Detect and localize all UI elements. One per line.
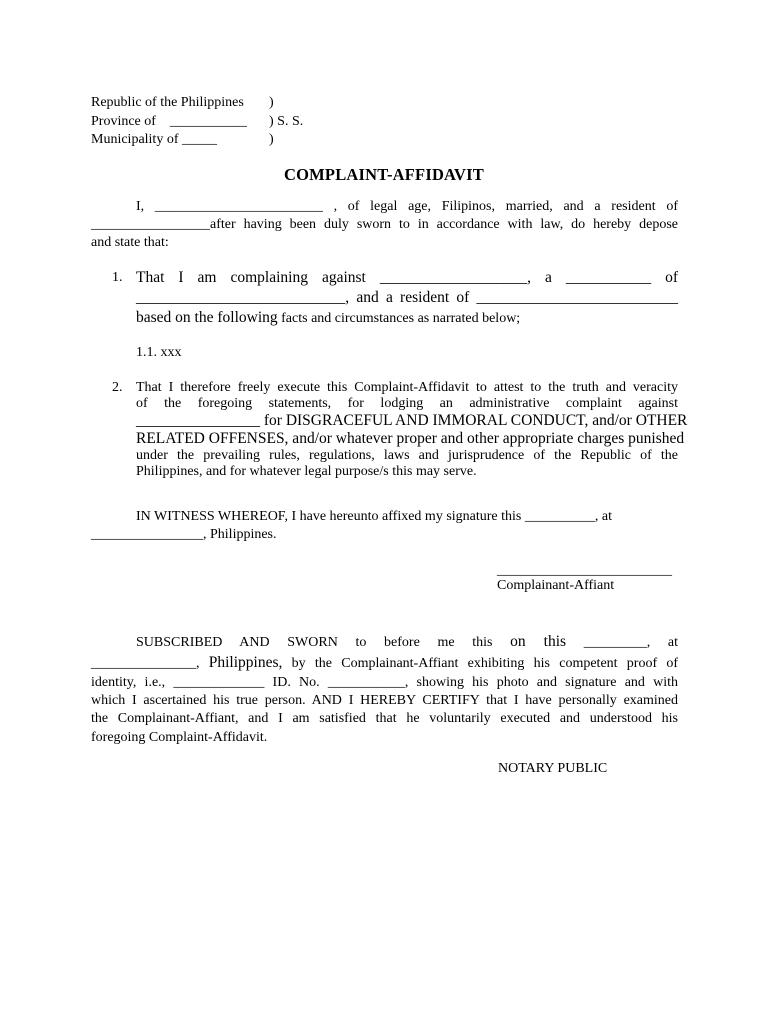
item-text: ___________________, a ___________ of <box>379 269 679 286</box>
list-item-1 <box>112 268 678 328</box>
jurat-text: Philippines, <box>208 654 283 671</box>
jurat-text: SUBSCRIBED AND SWORN to before me this <box>136 635 493 650</box>
notary-label: NOTARY PUBLIC <box>498 761 608 776</box>
venue-country: Republic of the Philippines <box>91 95 244 110</box>
jurat-line <box>91 653 678 674</box>
intro-line: _________________after having been duly sworn to in accordance with law, do hereby depose <box>91 217 678 233</box>
signature-label: Complainant-Affiant <box>497 578 615 593</box>
venue-row <box>91 94 303 113</box>
jurat-paragraph <box>91 632 678 747</box>
venue-bracket: ) <box>269 132 274 147</box>
item-line: RELATED OFFENSES, and/or whatever proper and other appropriate charges punished <box>136 430 685 447</box>
jurat-text: _______________, <box>91 656 200 671</box>
venue-row <box>91 131 303 150</box>
jurat-line: which I ascertained his true person. AND I HEREBY CERTIFY that I have personally examined <box>91 693 678 709</box>
list-item-body <box>136 268 678 329</box>
item-line: ________________ for DISGRACEFUL AND IMMORAL CONDUCT, and/or OTHER <box>136 412 688 429</box>
intro-line: and state that: <box>91 235 169 251</box>
intro-line: I, ________________________ , of legal age, Filipinos, married, and a resident of <box>136 199 678 214</box>
venue-municipality: Municipality of _____ <box>91 132 217 147</box>
item-text: facts and circumstances as narrated below; <box>277 311 521 326</box>
venue-province: Province of ___________ <box>91 113 247 129</box>
item-text: based on the following <box>136 309 278 326</box>
item-line: ___________________________, and a resident of __________________________ <box>136 289 678 306</box>
jurat-text: by the Complainant-Affiant exhibiting his competent proof of <box>291 656 679 671</box>
jurat-text: _________, at <box>583 635 679 650</box>
item-line <box>136 308 678 329</box>
item-line: That I therefore freely execute this Complaint-Affidavit to attest to the truth and veracity <box>136 380 678 395</box>
witness-line: IN WITNESS WHEREOF, I have hereunto affixed my signature this __________, at <box>136 509 612 524</box>
item-line: under the prevailing rules, regulations, laws and jurisprudence of the Republic of the <box>136 448 678 463</box>
jurat-line: the Complainant-Affiant, and I am satisfied that he voluntarily executed and understood his <box>91 711 678 727</box>
jurat-line: identity, i.e., _____________ ID. No. ___________, showing his photo and signature and with <box>91 675 678 690</box>
venue-row <box>91 113 303 132</box>
jurat-text: on this <box>510 633 567 650</box>
venue-ss: ) S. S. <box>269 113 304 129</box>
item-line: of the foregoing statements, for lodging an administrative complaint against <box>136 396 678 411</box>
sub-item: 1.1. xxx <box>136 345 182 360</box>
item-line <box>136 268 678 288</box>
witness-line: ________________, Philippines. <box>91 527 277 543</box>
document-title: COMPLAINT-AFFIDAVIT <box>284 165 484 184</box>
witness-paragraph <box>91 508 678 544</box>
venue-block <box>91 94 303 150</box>
list-number: 1. <box>112 270 123 285</box>
list-item-body <box>136 380 688 480</box>
list-item-2 <box>112 380 688 492</box>
jurat-line: foregoing Complaint-Affidavit. <box>91 729 268 745</box>
signature-line: _________________________ <box>497 563 672 578</box>
list-number: 2. <box>112 380 123 395</box>
item-text: That I am complaining against <box>136 269 366 286</box>
jurat-line <box>91 632 678 653</box>
item-line: Philippines, and for whatever legal purpose/s this may serve. <box>136 464 477 479</box>
venue-bracket: ) <box>269 95 274 110</box>
intro-paragraph <box>91 198 678 253</box>
